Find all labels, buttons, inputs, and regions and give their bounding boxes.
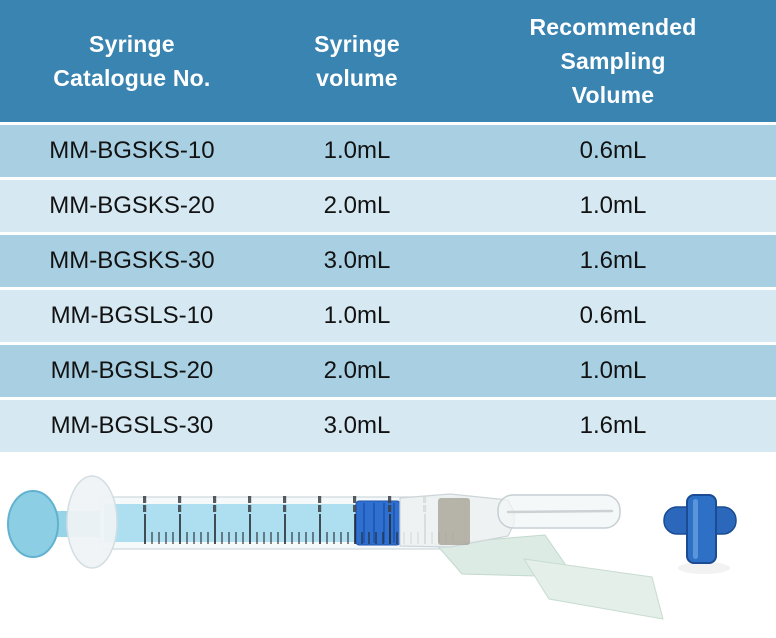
cell-catalogue-no: MM-BGSLS-20 <box>50 357 214 384</box>
plunger-thumb-rest-icon <box>8 491 58 557</box>
cell-sampling-volume: 1.6mL <box>579 247 647 274</box>
cell-sampling-volume: 1.6mL <box>579 412 647 439</box>
cell-catalogue-no: MM-BGSLS-10 <box>50 302 214 329</box>
barrel-flange-icon <box>67 476 117 568</box>
table-row <box>0 232 776 287</box>
cell-sampling-volume: 0.6mL <box>579 302 647 329</box>
tip-cap-highlight <box>693 499 698 559</box>
header-line: volume <box>316 65 398 91</box>
safety-syringe-illustration <box>0 452 776 638</box>
header-line: Syringe <box>314 31 400 57</box>
cell-syringe-volume: 2.0mL <box>323 192 391 219</box>
header-cell-sampling <box>450 0 776 122</box>
cell-syringe-volume: 3.0mL <box>323 412 391 439</box>
header-line: Volume <box>571 82 655 108</box>
plunger-stopper-icon <box>356 501 400 545</box>
cell-catalogue-no: MM-BGSLS-30 <box>50 412 214 439</box>
cell-sampling-volume: 0.6mL <box>579 137 647 164</box>
cell-sampling-volume: 1.0mL <box>579 357 647 384</box>
safety-shield-icon <box>524 559 663 619</box>
cell-sampling-volume: 1.0mL <box>579 192 647 219</box>
cell-syringe-volume: 2.0mL <box>323 357 391 384</box>
cell-catalogue-no: MM-BGSKS-20 <box>49 192 215 219</box>
table-row <box>0 122 776 177</box>
table-header-row <box>0 0 776 122</box>
table-row <box>0 342 776 397</box>
header-cell-catalogue <box>0 0 264 122</box>
cell-catalogue-no: MM-BGSKS-10 <box>49 137 215 164</box>
cell-catalogue-no: MM-BGSKS-30 <box>49 247 215 274</box>
cell-syringe-volume: 1.0mL <box>323 137 391 164</box>
header-cell-volume <box>264 0 450 122</box>
header-line: Catalogue No. <box>53 65 211 91</box>
header-line: Recommended <box>529 14 697 40</box>
needle-cover-icon <box>498 495 620 528</box>
header-line: Sampling <box>560 48 666 74</box>
tip-cap-body-icon <box>687 495 716 563</box>
table-row <box>0 177 776 232</box>
table-row <box>0 287 776 342</box>
table-row <box>0 397 776 452</box>
cell-syringe-volume: 3.0mL <box>323 247 391 274</box>
product-figure <box>0 452 776 638</box>
cell-syringe-volume: 1.0mL <box>323 302 391 329</box>
tip-cap-illustration <box>664 495 736 574</box>
hub-grip-band-icon <box>438 498 470 545</box>
header-line: Syringe <box>89 31 175 57</box>
